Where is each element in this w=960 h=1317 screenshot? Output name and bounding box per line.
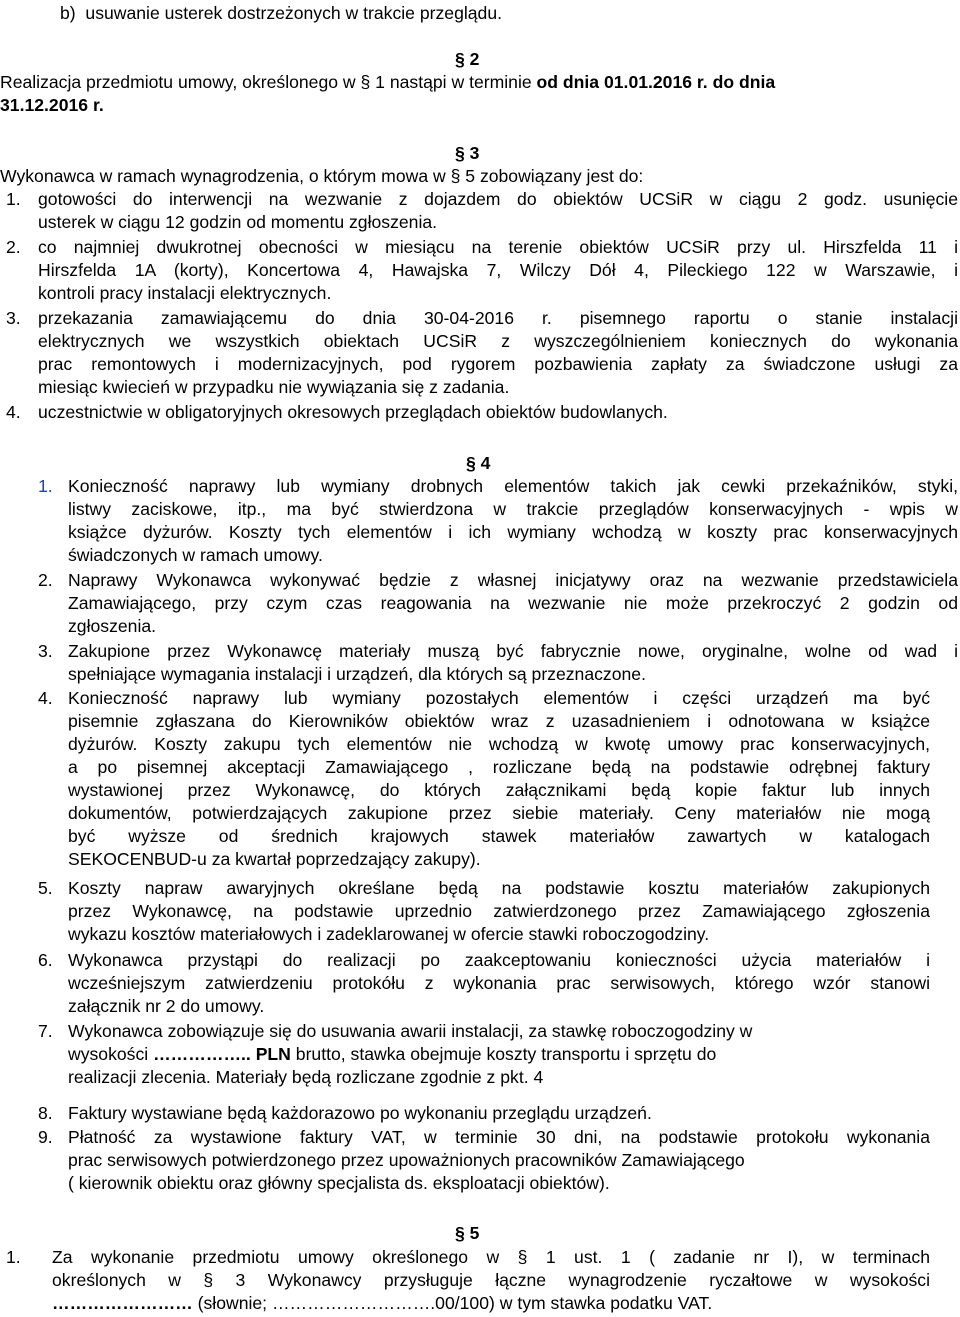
list-number: 4.	[38, 688, 53, 708]
list-item-line: pisemnie zgłaszana do Kierowników obiektów wraz z uzasadnieniem i odnotowana w książce	[68, 711, 930, 731]
section-3-heading: § 3	[455, 143, 480, 163]
list-item-line: listwy zaciskowe, itp., ma być stwierdzona w trakcie przeglądów konserwacyjnych - wpis w	[68, 499, 958, 519]
list-item-line: co najmniej dwukrotnej obecności w miesiącu na terenie obiektów UCSiR przy ul. Hirszfelda 11 i	[38, 237, 958, 257]
list-item-line: Wykonawca zobowiązuje się do usuwania awarii instalacji, za stawkę roboczogodziny w	[68, 1021, 753, 1041]
list-number: 1.	[6, 1247, 21, 1267]
list-item-line: prac serwisowych potwierdzonego przez upoważnionych pracowników Zamawiającego	[68, 1150, 745, 1170]
list-number: 1.	[38, 476, 53, 496]
list-number: 8.	[38, 1103, 53, 1123]
list-item-line: Koszty napraw awaryjnych określane będą na podstawie kosztu materiałów zakupionych	[68, 878, 930, 898]
list-item-line: Hirszfelda 1A (korty), Koncertowa 4, Hawajska 7, Wilczy Dół 4, Pileckiego 122 w Warszawie, i	[38, 260, 958, 280]
rate-placeholder: …………….. PLN	[153, 1044, 291, 1064]
section-3-intro: Wykonawca w ramach wynagrodzenia, o którym mowa w § 5 zobowiązany jest do:	[0, 166, 644, 186]
list-number: 4.	[6, 402, 21, 422]
list-item-line: Faktury wystawiane będą każdorazowo po wykonaniu przeglądu urządzeń.	[68, 1103, 652, 1123]
section-2-text-start: Realizacja przedmiotu umowy, określonego w § 1 nastąpi w terminie	[0, 72, 537, 92]
list-item-line: załącznik nr 2 do umowy.	[68, 996, 265, 1016]
list-item-line	[52, 1292, 712, 1315]
list-item-line: przekazania zamawiającemu do dnia 30-04-2016 r. pisemnego raportu o stanie instalacji	[38, 308, 958, 328]
list-item-line: dyżurów. Koszty zakupu tych elementów nie wchodzą w kwotę umowy prac konserwacyjnych,	[68, 734, 930, 754]
list-item-line: Konieczność naprawy lub wymiany pozostałych elementów i części urządzeń ma być	[68, 688, 930, 708]
list-item-line: kontroli pracy instalacji elektrycznych.	[38, 283, 332, 303]
list-item-line: Zakupione przez Wykonawcę materiały muszą być fabrycznie nowe, oryginalne, wolne od wad i	[68, 641, 958, 661]
list-item-line: określonych w § 3 Wykonawcy przysługuje łączne wynagrodzenie ryczałtowe w wysokości	[52, 1270, 930, 1290]
list-item-line: Wykonawca przystąpi do realizacji po zaakceptowaniu konieczności użycia materiałów i	[68, 950, 930, 970]
list-item-line: przez Wykonawcę, na podstawie uprzednio zatwierdzonego przez Zamawiającego zgłoszenia	[68, 901, 930, 921]
list-item-line: a po pisemnej akceptacji Zamawiającego , rozliczane będą na podstawie odrębnej faktury	[68, 757, 930, 777]
amount-placeholder: ……………………	[52, 1293, 193, 1313]
intro-list-item: b) usuwanie usterek dostrzeżonych w trakcie przeglądu.	[60, 3, 503, 23]
list-number: 3.	[38, 641, 53, 661]
list-item-line: Zamawiającego, przy czym czas reagowania na wezwanie nie może przekroczyć 2 godzin od	[68, 593, 958, 613]
section-2-heading: § 2	[455, 49, 480, 69]
section-2-text	[0, 71, 775, 94]
amount-in-words: (słownie; ……………………….00/100) w tym stawka podatku VAT.	[192, 1293, 713, 1313]
list-item-line: być wyższe od średnich krajowych stawek materiałów zawartych w katalogach	[68, 826, 930, 846]
section-2-date-range: od dnia 01.01.2016 r. do dnia	[536, 72, 776, 92]
list-item-line: usterek w ciągu 12 godzin od momentu zgłoszenia.	[38, 212, 438, 232]
list-item-line: realizacji zlecenia. Materiały będą rozliczane zgodnie z pkt. 4	[68, 1067, 544, 1087]
list-item-line: prac remontowych i modernizacyjnych, pod rygorem pozbawienia zapłaty za świadczone usługi za	[38, 354, 958, 374]
list-item-line: miesiąc kwiecień w przypadku nie wywiązania się z zadania.	[38, 377, 510, 397]
section-2-text-end	[0, 94, 104, 117]
list-item-line: spełniające wymagania instalacji i urządzeń, dla których są przeznaczone.	[68, 664, 646, 684]
list-item-line: ( kierownik obiektu oraz główny specjalista ds. eksploatacji obiektów).	[68, 1173, 610, 1193]
list-number: 2.	[6, 237, 21, 257]
list-item-line: wykazu kosztów materiałowych i zadeklarowanej w ofercie stawki roboczogodziny.	[68, 924, 710, 944]
rate-label: wysokości	[68, 1044, 154, 1064]
list-item-line: wcześniejszym zatwierdzeniu protokółu z wykonania prac serwisowych, którego wzór stanowi	[68, 973, 930, 993]
list-item-line: Płatność za wystawione faktury VAT, w terminie 30 dni, na podstawie protokołu wykonania	[68, 1127, 930, 1147]
list-item-line: elektrycznych we wszystkich obiektach UCSiR z wyszczególnieniem koniecznych do wykonania	[38, 331, 958, 351]
list-number: 5.	[38, 878, 53, 898]
section-5-heading: § 5	[455, 1223, 480, 1243]
list-item-line: zgłoszenia.	[68, 616, 157, 636]
list-number: 1.	[6, 189, 21, 209]
list-item-line: książce dyżurów. Koszty tych elementów i ich wymiany wchodzą w koszty prac konserwacyjnych	[68, 522, 958, 542]
list-number: 9.	[38, 1127, 53, 1147]
list-number: 2.	[38, 570, 53, 590]
section-2-end-date: 31.12.2016 r.	[0, 95, 104, 115]
list-number: 3.	[6, 308, 21, 328]
section-4-heading: § 4	[466, 453, 491, 473]
list-number: 7.	[38, 1021, 53, 1041]
list-item-line: dokumentów, potwierdzających zakupione przez siebie materiały. Ceny materiałów nie mogą	[68, 803, 930, 823]
list-item-line: świadczonych w ramach umowy.	[68, 545, 323, 565]
rate-description: brutto, stawka obejmuje koszty transportu i sprzętu do	[290, 1044, 717, 1064]
list-item-line	[68, 1043, 716, 1066]
list-item-line: wystawionej przez Wykonawcę, do których załącznikami będą kopie faktur lub innych	[68, 780, 930, 800]
list-item-line: Za wykonanie przedmiotu umowy określonego w § 1 ust. 1 ( zadanie nr I), w terminach	[52, 1247, 930, 1267]
list-item-line: uczestnictwie w obligatoryjnych okresowych przeglądach obiektów budowlanych.	[38, 402, 668, 422]
list-item-line: Konieczność naprawy lub wymiany drobnych elementów takich jak cewki przekaźników, styki,	[68, 476, 958, 496]
list-item-line: gotowości do interwencji na wezwanie z dojazdem do obiektów UCSiR w ciągu 2 godz. usunięcie	[38, 189, 958, 209]
list-item-line: Naprawy Wykonawca wykonywać będzie z własnej inicjatywy oraz na wezwanie przedstawiciela	[68, 570, 958, 590]
list-item-line: SEKOCENBUD-u za kwartał poprzedzający zakupy).	[68, 849, 481, 869]
list-number: 6.	[38, 950, 53, 970]
